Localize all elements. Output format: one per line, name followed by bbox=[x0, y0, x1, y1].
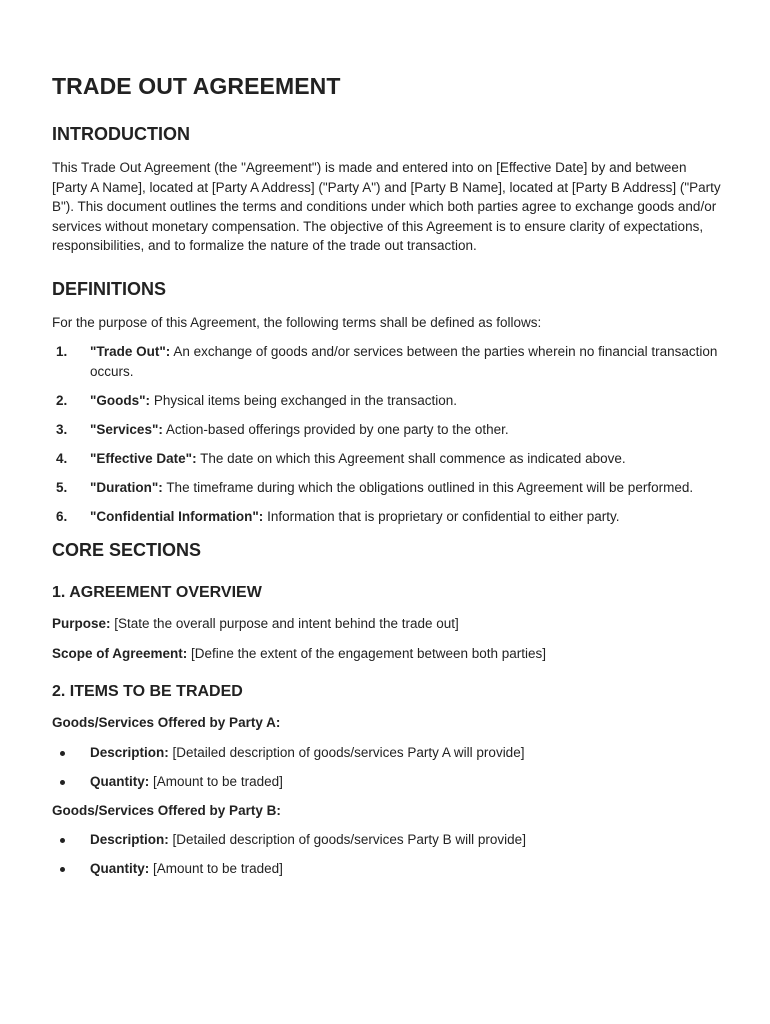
definition-number: 3. bbox=[56, 421, 68, 437]
quantity-text: [Amount to be traded] bbox=[153, 773, 283, 789]
scope-line bbox=[52, 644, 724, 664]
bullet-icon bbox=[60, 838, 65, 843]
purpose-line bbox=[52, 614, 724, 634]
list-item bbox=[52, 859, 724, 879]
definition-term: "Services": bbox=[90, 421, 163, 437]
document-page bbox=[52, 70, 724, 888]
definition-text: Physical items being exchanged in the transaction. bbox=[153, 392, 457, 408]
definition-text: Action-based offerings provided by one party to the other. bbox=[165, 421, 509, 437]
quantity-label: Quantity: bbox=[90, 861, 150, 876]
purpose-text: [State the overall purpose and intent behind the trade out] bbox=[114, 616, 459, 631]
definition-item bbox=[52, 478, 724, 498]
definitions-intro: For the purpose of this Agreement, the following terms shall be defined as follows: bbox=[52, 314, 542, 330]
document-title: TRADE OUT AGREEMENT bbox=[52, 73, 341, 99]
party-a-heading: Goods/Services Offered by Party A: bbox=[52, 715, 281, 730]
quantity-text: [Amount to be traded] bbox=[153, 861, 283, 876]
definition-text: The timeframe during which the obligations outlined in this Agreement will be performed. bbox=[166, 479, 694, 495]
definition-item bbox=[52, 391, 724, 411]
definition-term: "Effective Date": bbox=[90, 450, 197, 466]
purpose-label: Purpose: bbox=[52, 616, 111, 631]
definition-term: "Trade Out": bbox=[90, 344, 171, 359]
party-a-list bbox=[52, 743, 724, 792]
list-item bbox=[52, 743, 724, 763]
party-b-heading: Goods/Services Offered by Party B: bbox=[52, 802, 281, 818]
bullet-icon bbox=[60, 751, 65, 756]
definition-text: Information that is proprietary or confidential to either party. bbox=[267, 508, 620, 524]
definition-text: An exchange of goods and/or services between the parties wherein no financial transaction occurs. bbox=[90, 344, 718, 379]
introduction-text: This Trade Out Agreement (the "Agreement") is made and entered into on [Effective Date] by and between [Party A Name], located at [Party A Address] ("Party A") and [Party B Name], located at [Party B Address] ("Party B"). This document outlines the terms and conditions under which both parties agree to exchange goods and/or services without monetary compensation. The objective of this Agreement is to ensure clarity of expectations, responsibilities, and to formalize the nature of the trade out transaction. bbox=[52, 160, 721, 253]
scope-label: Scope of Agreement: bbox=[52, 645, 188, 661]
introduction-heading: INTRODUCTION bbox=[52, 124, 190, 144]
definitions-list bbox=[52, 342, 724, 526]
definition-term: "Duration": bbox=[90, 479, 163, 495]
definition-number: 4. bbox=[56, 450, 68, 466]
definition-term: "Goods": bbox=[90, 392, 151, 408]
list-item bbox=[52, 772, 724, 792]
section-2-heading: 2. ITEMS TO BE TRADED bbox=[52, 683, 243, 700]
core-sections-heading: CORE SECTIONS bbox=[52, 540, 202, 560]
definition-item bbox=[52, 449, 724, 469]
quantity-label: Quantity: bbox=[90, 773, 150, 789]
definition-item bbox=[52, 420, 724, 440]
definition-number: 2. bbox=[56, 392, 68, 408]
definition-item bbox=[52, 507, 724, 527]
description-text: [Detailed description of goods/services Party A will provide] bbox=[172, 744, 525, 760]
bullet-icon bbox=[60, 780, 65, 785]
scope-text: [Define the extent of the engagement between both parties] bbox=[191, 645, 547, 661]
definition-item bbox=[52, 342, 724, 381]
definition-number: 6. bbox=[56, 508, 68, 524]
section-1-heading: 1. AGREEMENT OVERVIEW bbox=[52, 584, 262, 601]
description-text: [Detailed description of goods/services Party B will provide] bbox=[172, 832, 526, 847]
description-label: Description: bbox=[90, 832, 169, 847]
definition-number: 5. bbox=[56, 479, 68, 495]
list-item bbox=[52, 830, 724, 850]
definition-text: The date on which this Agreement shall commence as indicated above. bbox=[200, 450, 626, 466]
description-label: Description: bbox=[90, 744, 169, 760]
definition-term: "Confidential Information": bbox=[90, 508, 264, 524]
party-b-list bbox=[52, 830, 724, 879]
definition-number: 1. bbox=[56, 344, 68, 359]
definitions-heading: DEFINITIONS bbox=[52, 278, 167, 299]
bullet-icon bbox=[60, 867, 65, 872]
